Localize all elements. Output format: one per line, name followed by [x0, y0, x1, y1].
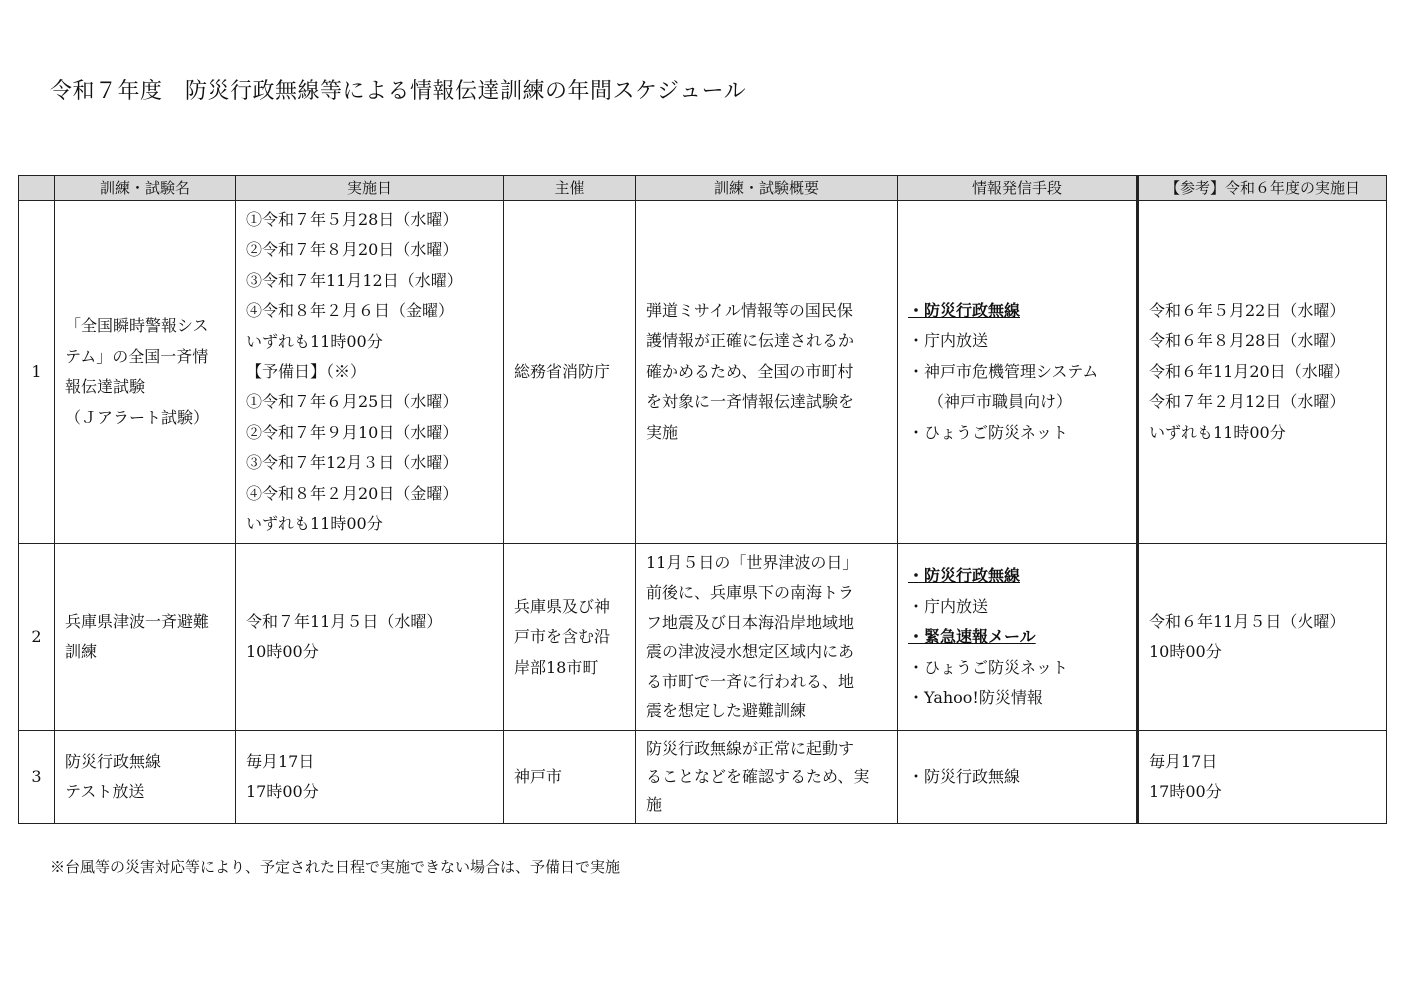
text-line: 毎月17日 [246, 751, 315, 771]
implementation-date [236, 731, 504, 824]
table-row [19, 201, 1387, 544]
text-line: 護情報が正確に伝達されるか [646, 331, 855, 351]
text-line: 10時00分 [246, 642, 319, 662]
implementation-date [236, 544, 504, 731]
row-number: 1 [19, 201, 55, 544]
schedule-table [18, 175, 1387, 824]
broadcast-media [898, 544, 1138, 731]
text-line: （Ｊアラート試験） [65, 407, 210, 427]
text-line: ②令和７年９月10日（水曜） [246, 422, 459, 442]
training-name [55, 201, 236, 544]
text-line: ④令和８年２月20日（金曜） [246, 483, 459, 503]
text-line: 令和６年11月20日（水曜） [1149, 361, 1350, 381]
host-organization [504, 201, 636, 544]
text-line: ・防災行政無線 [908, 566, 1021, 585]
text-line: 兵庫県及び神 [514, 596, 611, 616]
host-organization [504, 544, 636, 731]
text-line: 令和７年11月５日（水曜） [246, 611, 443, 631]
text-line: ・庁内放送 [908, 331, 989, 351]
text-line: いずれも11時00分 [1149, 422, 1286, 442]
text-line: 【予備日】（※） [246, 362, 367, 382]
training-name [55, 544, 236, 731]
text-line: 令和６年11月５日（火曜） [1149, 611, 1346, 631]
text-line: ることなどを確認するため、実 [646, 767, 870, 787]
text-line: ・Yahoo!防災情報 [908, 688, 1043, 707]
header-ref: 【参考】令和６年度の実施日 [1138, 176, 1387, 201]
text-line: ③令和７年12月３日（水曜） [246, 453, 459, 473]
row-number: 3 [19, 731, 55, 824]
text-line: いずれも11時00分 [246, 331, 383, 351]
text-line: テム」の全国一斉情 [65, 346, 209, 366]
host-organization [504, 731, 636, 824]
header-summary: 訓練・試験概要 [636, 176, 898, 201]
text-line: 10時00分 [1149, 642, 1222, 662]
text-line: フ地震及び日本海沿岸地域地 [646, 612, 855, 632]
text-line: 毎月17日 [1149, 751, 1218, 771]
text-line: ③令和７年11月12日（水曜） [246, 270, 463, 290]
text-line: 震の津波浸水想定区域内にあ [646, 642, 855, 662]
text-line: 前後に、兵庫県下の南海トラ [646, 583, 855, 603]
text-line: 震を想定した避難訓練 [646, 701, 807, 721]
text-line: ④令和８年２月６日（金曜） [246, 301, 455, 321]
text-line: ・庁内放送 [908, 596, 989, 616]
header-media: 情報発信手段 [898, 176, 1138, 201]
text-line: ・神戸市危機管理システム [908, 361, 1099, 381]
text-line: ①令和７年５月28日（水曜） [246, 210, 459, 229]
text-line: 「全国瞬時警報シス [65, 316, 209, 336]
footnote: ※台風等の災害対応等により、予定された日程で実施できない場合は、予備日で実施 [50, 858, 621, 876]
reference-date [1138, 544, 1387, 731]
header-num [19, 176, 55, 201]
page-title: 令和７年度 防災行政無線等による情報伝達訓練の年間スケジュール [50, 79, 747, 104]
text-line: 岸部18市町 [514, 657, 599, 677]
text-line: 防災行政無線が正常に起動す [646, 739, 855, 759]
row-number: 2 [19, 544, 55, 731]
text-line: 施 [646, 795, 663, 815]
text-line: いずれも11時00分 [246, 514, 383, 534]
text-line: 令和７年２月12日（水曜） [1149, 392, 1346, 412]
text-line: 確かめるため、全国の市町村 [646, 361, 854, 381]
text-line: を対象に一斉情報伝達試験を [646, 392, 855, 412]
text-line: 神戸市 [514, 766, 563, 786]
text-line: 訓練 [65, 642, 98, 662]
training-summary [636, 201, 898, 544]
header-name: 訓練・試験名 [55, 176, 236, 201]
table-header-row [19, 176, 1387, 201]
text-line: 兵庫県津波一斉避難 [65, 611, 210, 631]
text-line: 総務省消防庁 [514, 361, 611, 381]
table-row [19, 731, 1387, 824]
text-line: （神戸市職員向け） [928, 392, 1073, 412]
text-line: 防災行政無線 [65, 751, 162, 771]
reference-date [1138, 201, 1387, 544]
broadcast-media [898, 731, 1138, 824]
text-line: 11月５日の「世界津波の日」 [646, 553, 859, 573]
text-line: 弾道ミサイル情報等の国民保 [646, 300, 853, 320]
text-line: 令和６年８月28日（水曜） [1149, 331, 1346, 351]
text-line: ・緊急速報メール [908, 627, 1036, 646]
text-line: ②令和７年８月20日（水曜） [246, 240, 459, 260]
training-summary [636, 731, 898, 824]
text-line: ・防災行政無線 [908, 766, 1021, 786]
text-line: テスト放送 [65, 782, 145, 802]
training-summary [636, 544, 898, 731]
text-line: 実施 [646, 422, 679, 442]
implementation-date [236, 201, 504, 544]
text-line: ①令和７年６月25日（水曜） [246, 392, 459, 412]
text-line: 報伝達試験 [65, 377, 146, 397]
training-name [55, 731, 236, 824]
reference-date [1138, 731, 1387, 824]
text-line: ・ひょうご防災ネット [908, 422, 1069, 442]
text-line: ・ひょうご防災ネット [908, 657, 1069, 677]
broadcast-media [898, 201, 1138, 544]
text-line: 17時00分 [246, 782, 319, 802]
text-line: る市町で一斉に行われる、地 [646, 671, 855, 691]
header-date: 実施日 [236, 176, 504, 201]
text-line: 令和６年５月22日（水曜） [1149, 300, 1346, 320]
text-line: 戸市を含む沿 [514, 627, 611, 646]
header-host: 主催 [504, 176, 636, 201]
text-line: ・防災行政無線 [908, 300, 1021, 320]
table-row [19, 544, 1387, 731]
text-line: 17時00分 [1149, 782, 1222, 802]
